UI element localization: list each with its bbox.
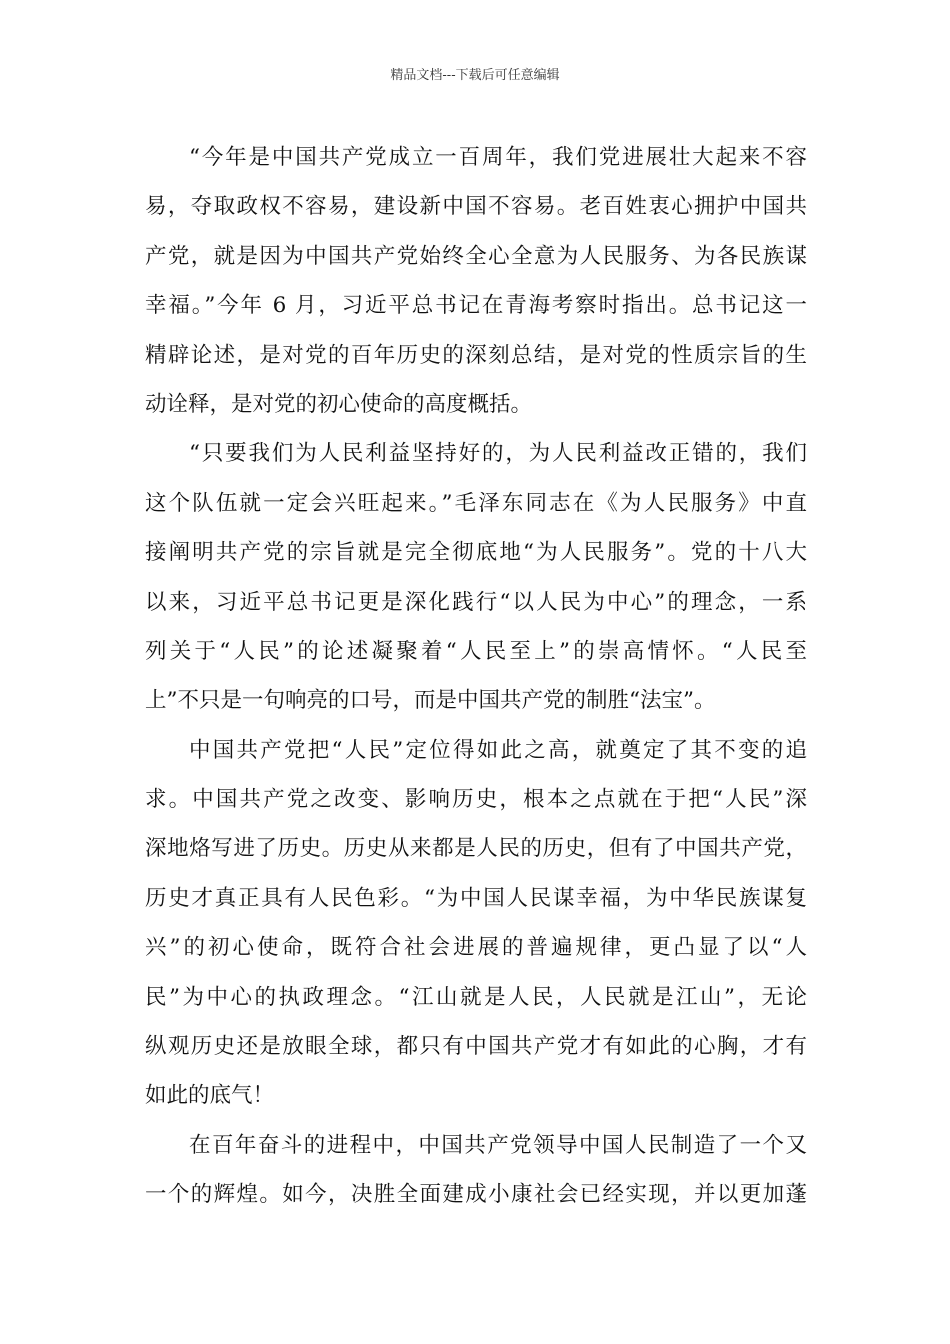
text-line: “今年是中国共产党成立一百周年，我们党进展壮大起来不容: [189, 145, 807, 170]
text-line: 在百年奋斗的进程中，中国共产党领导中国人民制造了一个又: [189, 1132, 807, 1158]
text-line: 产党，就是因为中国共产党始终全心全意为人民服务、为各民族谋: [145, 243, 807, 269]
text-line: 纵观历史还是放眼全球，都只有中国共产党才有如此的心胸，才有: [145, 1034, 807, 1060]
text-line: 动诠释，是对党的初心使命的高度概括。: [145, 391, 533, 417]
text-line: 精辟论述，是对党的百年历史的深刻总结，是对党的性质宗旨的生: [145, 342, 807, 368]
text-line: 列关于“人民”的论述凝聚着“人民至上”的崇高情怀。“人民至: [145, 638, 807, 664]
text-line: 接阐明共产党的宗旨就是完全彻底地“为人民服务”。党的十八大: [145, 540, 807, 566]
document-body: [145, 133, 807, 1220]
text-line: 民”为中心的执政理念。“江山就是人民，人民就是江山”，无论: [145, 984, 807, 1010]
text-line: 易，夺取政权不容易，建设新中国不容易。老百姓衷心拥护中国共: [145, 194, 807, 220]
text-line: “只要我们为人民利益坚持好的，为人民利益改正错的，我们: [189, 441, 807, 467]
text-line: 兴”的初心使命，既符合社会进展的普遍规律，更凸显了以“人: [145, 935, 807, 961]
page-header: 精品文档---下载后可任意编辑: [390, 68, 560, 83]
text-line: 求。中国共产党之改变、影响历史，根本之点就在于把“人民”深: [145, 787, 807, 813]
text-line: 深地烙写进了历史。历史从来都是人民的历史，但有了中国共产党，: [145, 836, 807, 862]
paragraph-2: [145, 429, 807, 725]
text-line: 历史才真正具有人民色彩。“为中国人民谋幸福，为中华民族谋复: [145, 885, 807, 911]
text-line: 中国共产党把“人民”定位得如此之高，就奠定了其不变的追: [189, 737, 807, 763]
text-line: 上”不只是一句响亮的口号，而是中国共产党的制胜“法宝”。: [145, 688, 716, 714]
paragraph-4: [145, 1121, 807, 1220]
paragraph-1: [145, 133, 807, 429]
paragraph-3: [145, 726, 807, 1121]
text-line: 这个队伍就一定会兴旺起来。”毛泽东同志在《为人民服务》中直: [145, 490, 807, 516]
text-line: 一个的辉煌。如今，决胜全面建成小康社会已经实现，并以更加蓬: [145, 1182, 807, 1208]
text-line: 以来，习近平总书记更是深化践行“以人民为中心”的理念，一系: [145, 589, 807, 615]
text-line: 如此的底气！: [145, 1083, 275, 1109]
text-line: 幸福。”今年 6 月，习近平总书记在青海考察时指出。总书记这一: [145, 293, 807, 319]
